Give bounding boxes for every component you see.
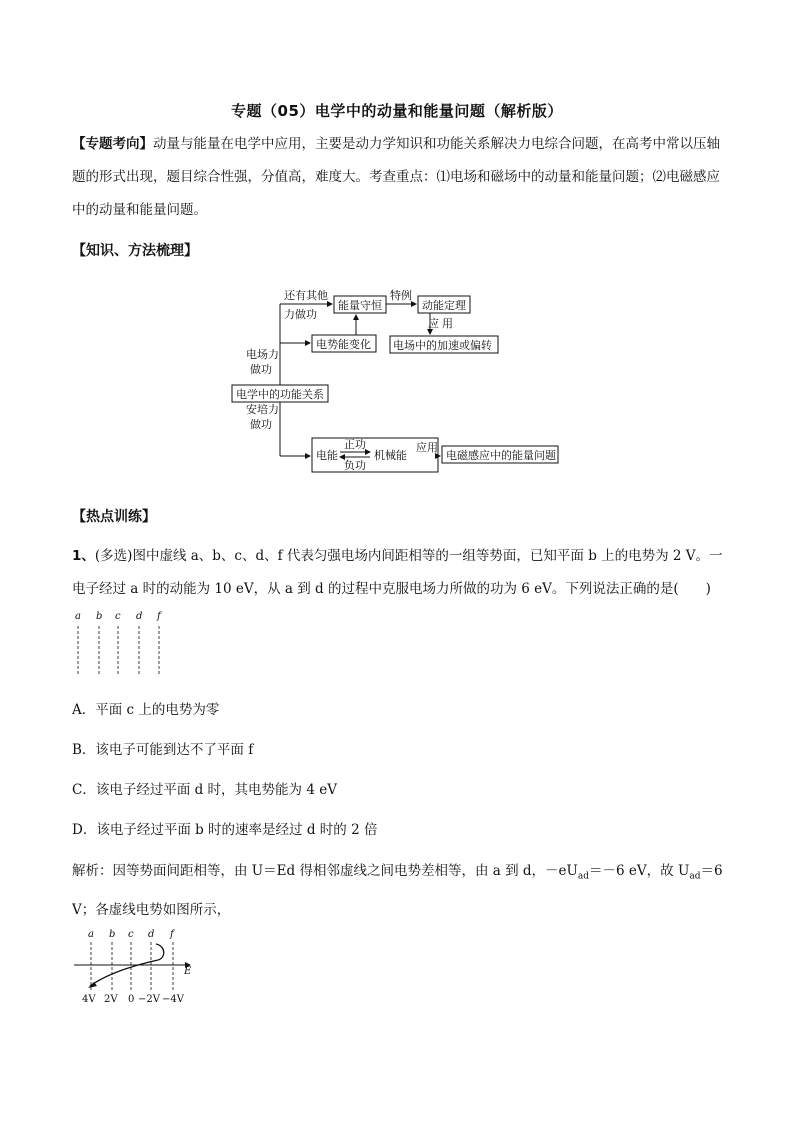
intro-text: 动量与能量在电学中应用，主要是动力学知识和功能关系解决力电综合问题，在高考中常以压轴题的形式出现，题目综合性强，分值高，难度大。考查重点：⑴电场和磁场中的动量和能量问题；⑵电磁感应中的动量和能量问题。 [72,136,720,218]
flow-electric-energy: 电能 [316,449,338,462]
flow-other-1: 还有其他 [284,289,328,302]
analysis-part3: ＝6 V；各虚线电势如图所示， [72,863,723,918]
question-figure [70,608,180,678]
fig1-label-f: f [157,611,161,622]
question-1 [72,540,724,606]
flow-kinetic: 动能定理 [422,299,466,312]
analysis-sub2: ad [689,871,701,882]
option-c: C．该电子经过平面 d 时，其电势能为 4 eV [72,782,337,798]
analysis-part1: 解析：因等势面间距相等，由 U＝Ed 得相邻虚线之间电势差相等，由 a 到 d，－eU [72,863,578,879]
page-title: 专题（05）电学中的动量和能量问题（解析版） [231,102,563,120]
flow-root: 电学中的功能关系 [236,388,324,401]
flow-positive-work: 正功 [344,438,366,451]
flow-apply-2: 用 [442,317,453,330]
fig2-label-d: d [148,929,155,940]
fig2-label-a: a [88,929,94,940]
fig2-potential-f: −4V [162,994,184,1005]
flow-negative-work: 负功 [344,459,366,472]
fig2-axis-label: E [184,966,192,977]
flow-efield-2: 做功 [250,363,272,376]
flow-efield-1: 电场力 [246,348,279,361]
section-knowledge-heading: 【知识、方法梳理】 [72,243,198,259]
fig1-label-a: a [75,611,81,622]
fig2-label-f: f [170,929,174,940]
question-number: 1、 [72,548,95,564]
flow-apply-word: 应用 [416,441,438,454]
fig2-potential-a: 4V [82,994,96,1005]
fig1-label-c: c [115,611,121,622]
fig2-potential-c: 0 [128,994,135,1005]
flow-em-induction: 电磁感应中的能量问题 [446,449,556,462]
fig1-label-d: d [136,611,143,622]
option-b: B．该电子可能到达不了平面 f [72,742,254,758]
flow-accel: 电场中的加速或偏转 [393,339,492,352]
flow-special: 特例 [390,289,412,302]
section-practice-heading: 【热点训练】 [72,509,156,525]
flow-ampere-2: 做功 [250,418,272,431]
option-d: D．该电子经过平面 b 时的速率是经过 d 时的 2 倍 [72,822,378,838]
flow-ampere-1: 安培力 [246,403,279,416]
fig2-potential-b: 2V [104,994,118,1005]
knowledge-flow-diagram [0,0,794,500]
flow-other-2: 力做功 [284,308,317,321]
fig2-label-b: b [109,929,116,940]
fig1-label-b: b [96,611,103,622]
fig2-label-c: c [128,929,134,940]
flow-energy-cons: 能量守恒 [338,299,382,312]
analysis-paragraph [72,855,724,927]
flow-mech-energy: 机械能 [374,449,407,462]
analysis-part2: ＝－6 eV，故 U [589,863,690,879]
question-text: (多选)图中虚线 a、b、c、d、f 代表匀强电场内间距相等的一组等势面，已知平面 b 上的电势为 2 V。一电子经过 a 时的动能为 10 eV，从 a 到 d 的过程中克服电场力所做的功为 6 eV。下列说法正确的是( ) [72,548,723,597]
analysis-figure [70,924,210,1008]
flow-potential: 电势能变化 [316,338,371,351]
flow-apply-1: 应 [428,317,439,330]
analysis-sub1: ad [577,871,590,882]
fig2-potential-d: −2V [138,994,160,1005]
intro-label: 【专题考向】 [72,136,153,152]
option-a: A．平面 c 上的电势为零 [72,702,220,718]
